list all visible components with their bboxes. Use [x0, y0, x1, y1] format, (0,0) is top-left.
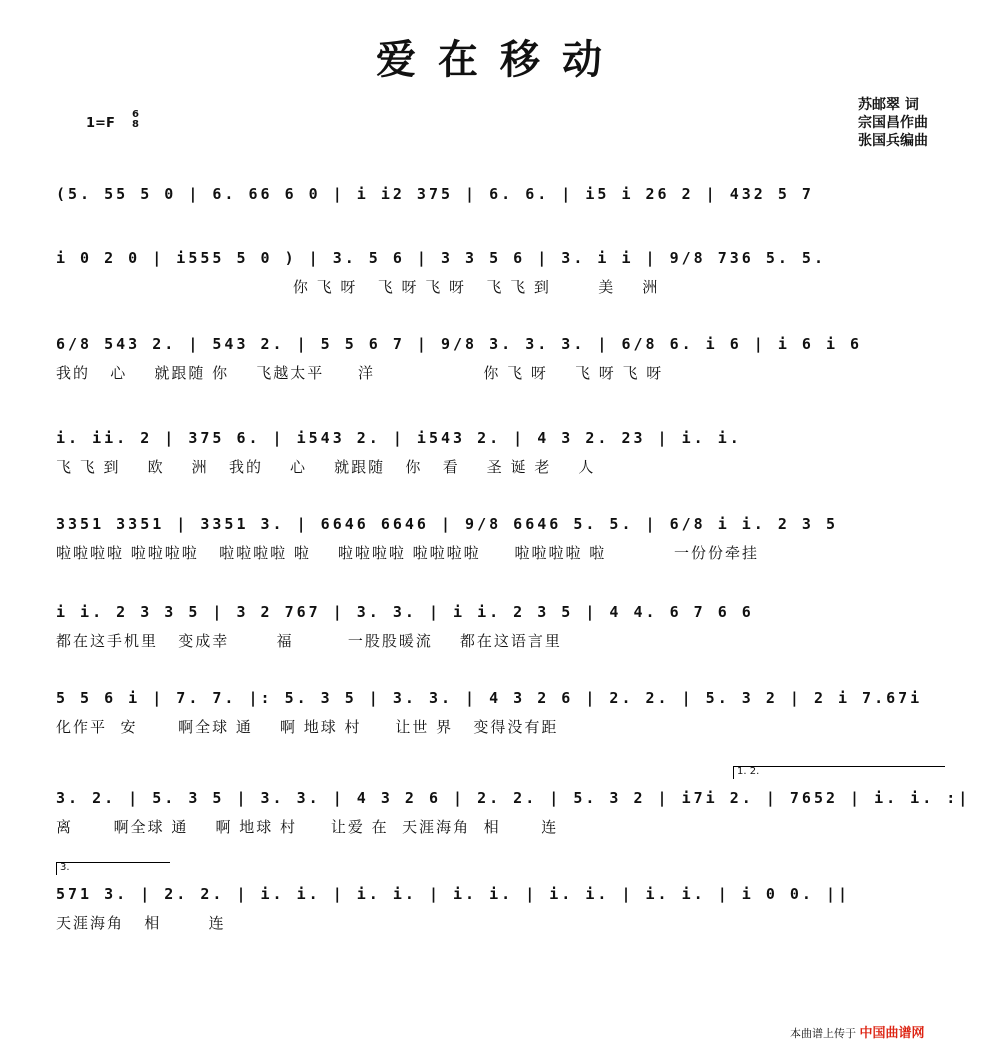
- credit-lyricist: 苏邮翠 词: [858, 97, 919, 113]
- key-label: 1=F: [86, 116, 115, 131]
- lyric-line: [56, 212, 944, 234]
- credits: [858, 96, 928, 150]
- credit-composer: 宗国昌作曲: [858, 115, 928, 131]
- notes-line: 3351 3351 | 3351 3. | 6646 6646 | 9/8 6646 5. 5. | 6/8 i i. 2 3 5: [56, 515, 838, 533]
- time-bottom: 8: [132, 119, 139, 130]
- lyric-line: 你 飞 呀 飞 呀 飞 呀 飞 飞 到 美 洲: [56, 278, 660, 296]
- lyric-line: 都在这手机里 变成幸 福 一股股暖流 都在这语言里: [56, 632, 562, 650]
- song-title: 爱在移动: [376, 36, 624, 83]
- lyric-line: 天涯海角 相 连: [56, 914, 226, 932]
- lyric-line: 啦啦啦啦 啦啦啦啦 啦啦啦啦 啦 啦啦啦啦 啦啦啦啦 啦啦啦啦 啦 一份份牵挂: [56, 544, 759, 562]
- lyric-line: 离 啊全球 通 啊 地球 村 让爱 在 天涯海角 相 连: [56, 818, 559, 836]
- notes-line: 571 3. | 2. 2. | i. i. | i. i. | i. i. | i. i. | i. i. | i 0 0. ||: [56, 885, 851, 903]
- first-ending-bracket: 1. 2.: [733, 766, 945, 779]
- upload-credit: [790, 1022, 925, 1041]
- lyric-line: 化作平 安 啊全球 通 啊 地球 村 让世 界 变得没有距: [56, 718, 559, 736]
- notes-line: 3. 2. | 5. 3 5 | 3. 3. | 4 3 2 6 | 2. 2. | 5. 3 2 | i7i 2. | 7652 | i. i. :|: [56, 789, 971, 807]
- time-signature: [132, 110, 139, 130]
- notes-line: i 0 2 0 | i555 5 0 ) | 3. 5 6 | 3 3 5 6 | 3. i i | 9/8 736 5. 5.: [56, 249, 826, 267]
- notes-line: (5. 55 5 0 | 6. 66 6 0 | i i2 375 | 6. 6. | i5 i 26 2 | 432 5 7: [56, 185, 814, 203]
- notes-line: 6/8 543 2. | 543 2. | 5 5 6 7 | 9/8 3. 3. 3. | 6/8 6. i 6 | i 6 i 6: [56, 335, 863, 353]
- notes-line: 5 5 6 i | 7. 7. |: 5. 3 5 | 3. 3. | 4 3 2 6 | 2. 2. | 5. 3 2 | 2 i 7.67i: [56, 689, 923, 707]
- notes-line: i i. 2 3 3 5 | 3 2 767 | 3. 3. | i i. 2 3 5 | 4 4. 6 7 6 6: [56, 603, 754, 621]
- credit-arranger: 张国兵编曲: [858, 133, 928, 149]
- site-logo: 中国曲谱网: [859, 1026, 925, 1041]
- notes-line: i. ii. 2 | 375 6. | i543 2. | i543 2. | 4 3 2. 23 | i. i.: [56, 429, 742, 447]
- key-signature: [86, 109, 139, 131]
- second-ending-bracket: 3.: [56, 862, 170, 875]
- lyric-line: 我的 心 就跟随 你 飞越太平 洋 你 飞 呀 飞 呀 飞 呀: [56, 364, 664, 382]
- time-top: 6: [132, 109, 139, 120]
- upload-text: 本曲谱上传于: [790, 1027, 856, 1040]
- lyric-line: 飞 飞 到 欧 洲 我的 心 就跟随 你 看 圣 诞 老 人: [56, 458, 596, 476]
